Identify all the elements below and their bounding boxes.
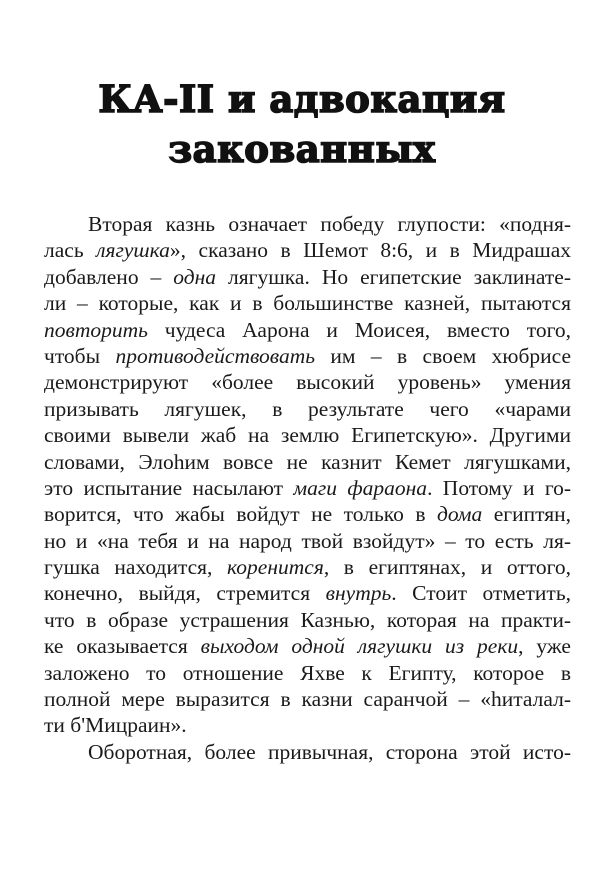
italic-emphasis: одна: [173, 264, 217, 289]
text-line: [44, 528, 571, 554]
chapter-title: [40, 74, 564, 174]
text-line: [44, 449, 571, 475]
text-line-content: [44, 633, 571, 659]
text-segment: Оборотная, более привычная, сторона этой исто-: [88, 739, 571, 764]
text-segment: ке оказывается: [44, 634, 201, 659]
text-line: [44, 396, 571, 422]
italic-emphasis: выходом одной лягушки из реки: [200, 634, 519, 659]
text-line-content: [44, 528, 571, 554]
text-line: [44, 686, 571, 712]
text-line-content: [44, 712, 571, 738]
text-segment: чудеса Аарона и Моисея, вместо того,: [147, 317, 571, 342]
text-line: [44, 739, 571, 765]
text-segment: это испытание насылают: [44, 475, 294, 500]
text-line: [44, 501, 571, 527]
text-segment: призывать лягушек, в результате чего «чарами: [44, 396, 571, 421]
italic-emphasis: внутрь: [325, 581, 392, 606]
chapter-title-line-1: КА-II и адвокация: [98, 77, 506, 121]
text-line: [44, 369, 571, 395]
text-line-content: [44, 369, 571, 395]
text-line: [44, 237, 571, 263]
text-line: [44, 607, 571, 633]
text-segment: ворится, что жабы войдут не только в: [44, 502, 437, 527]
text-line: [44, 317, 571, 343]
text-segment: что в образе устрашения Казнью, которая на практи-: [44, 607, 571, 632]
text-segment: ли – которые, как и в большинстве казней, пытаются: [44, 291, 571, 316]
text-line: [44, 712, 571, 738]
text-line: [44, 554, 571, 580]
text-line-content: [44, 317, 571, 343]
text-segment: , в египтянах, и оттого,: [323, 555, 571, 580]
text-segment: но и «на тебя и на народ твой взойдут» – то есть ля-: [44, 528, 571, 553]
text-line-content: [44, 396, 571, 422]
text-segment: египтян,: [482, 502, 571, 527]
text-segment: лась: [44, 238, 97, 263]
italic-emphasis: коренится: [227, 555, 324, 580]
text-line: [44, 660, 571, 686]
text-segment: демонстрируют «более высокий уровень» умения: [44, 370, 571, 395]
italic-emphasis: маги фараона: [293, 475, 428, 500]
text-segment: словами, Элоһим вовсе не казнит Кемет лягушками,: [44, 449, 571, 474]
text-line-content: [44, 237, 571, 263]
text-line: [44, 290, 571, 316]
text-line-content: [44, 343, 571, 369]
text-line: [44, 422, 571, 448]
text-segment: полной мере выразится в казни саранчой – «һиталал-: [44, 687, 571, 712]
text-line-content: [44, 501, 571, 527]
text-line: [44, 211, 571, 237]
text-segment: гушка находится,: [44, 555, 228, 580]
italic-emphasis: лягушка: [96, 238, 170, 263]
text-segment: заложено то отношение Яхве к Египту, которое в: [44, 660, 571, 685]
text-segment: им – в своем хюбрисе: [315, 343, 571, 368]
text-line-content: [44, 660, 571, 686]
text-line-content: [44, 264, 571, 290]
italic-emphasis: дома: [436, 502, 483, 527]
text-line: [44, 580, 571, 606]
text-segment: чтобы: [44, 343, 116, 368]
italic-emphasis: повторить: [44, 317, 148, 342]
text-line-content: [44, 290, 571, 316]
text-segment: лягушка. Но египетские заклинате-: [216, 264, 571, 289]
text-line-content: [44, 607, 571, 633]
text-line-content: [44, 422, 571, 448]
text-line-content: [88, 739, 571, 765]
text-line-content: [88, 211, 571, 237]
text-segment: , уже: [518, 634, 571, 659]
text-line-content: [44, 686, 571, 712]
text-line: [44, 633, 571, 659]
text-segment: конечно, выйдя, стремится: [44, 581, 326, 606]
text-segment: . Стоит отметить,: [391, 581, 572, 606]
text-segment: . Потому и го-: [427, 475, 572, 500]
italic-emphasis: противодействовать: [115, 343, 316, 368]
text-line-content: [44, 449, 571, 475]
text-segment: ти б'Мицраин».: [44, 713, 187, 738]
text-segment: добавлено –: [44, 264, 174, 289]
chapter-title-line-2: закованных: [168, 127, 436, 171]
body-text: [44, 211, 571, 765]
text-line: [44, 475, 571, 501]
text-segment: своими вывели жаб на землю Египетскую». Другими: [44, 423, 571, 448]
text-line-content: [44, 554, 571, 580]
text-line: [44, 264, 571, 290]
text-line: [44, 343, 571, 369]
text-line-content: [44, 580, 571, 606]
text-segment: », сказано в Шемот 8:6, и в Мидрашах: [169, 238, 571, 263]
text-line-content: [44, 475, 571, 501]
text-segment: Вторая казнь означает победу глупости: «подня-: [88, 212, 571, 236]
